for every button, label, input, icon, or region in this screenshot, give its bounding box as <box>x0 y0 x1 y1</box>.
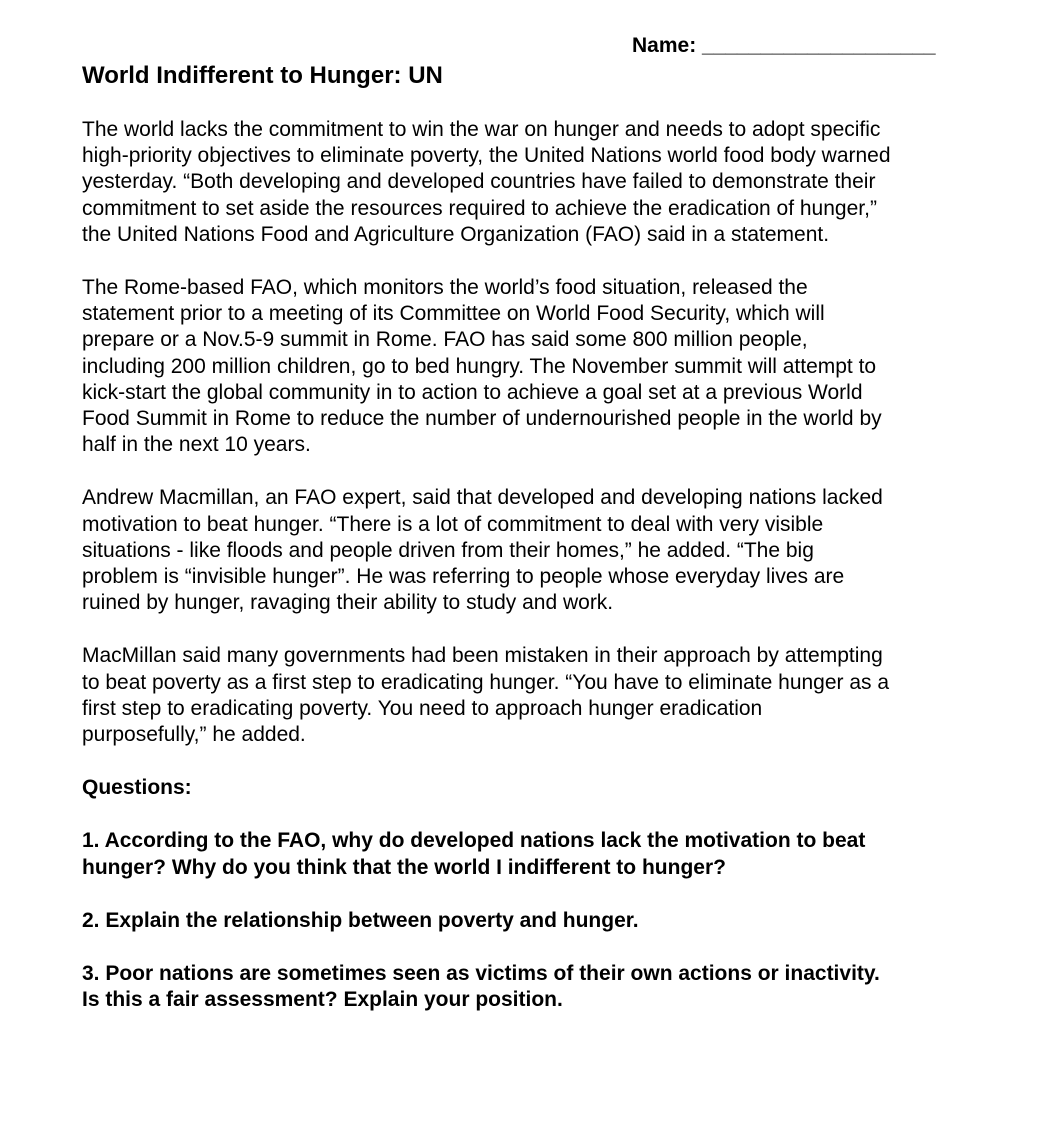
paragraph-line: high-priority objectives to eliminate poverty, the United Nations world food body warned <box>82 144 891 168</box>
question-line: 2. Explain the relationship between poverty and hunger. <box>82 908 639 932</box>
paragraph-line: prepare or a Nov.5-9 summit in Rome. FAO has said some 800 million people, <box>82 328 808 352</box>
question-line: 1. According to the FAO, why do developed nations lack the motivation to beat <box>82 829 866 853</box>
paragraph-line: Food Summit in Rome to reduce the number of undernourished people in the world by <box>82 407 882 431</box>
question-2 <box>82 908 982 934</box>
paragraph-line: MacMillan said many governments had been mistaken in their approach by attempting <box>82 644 883 668</box>
paragraph-3 <box>82 485 982 616</box>
paragraph-1 <box>82 117 982 248</box>
paragraph-line: kick-start the global community in to action to achieve a goal set at a previous World <box>82 380 863 404</box>
question-line: Is this a fair assessment? Explain your position. <box>82 988 563 1012</box>
paragraph-line: The world lacks the commitment to win the war on hunger and needs to adopt specific <box>82 118 881 141</box>
question-1 <box>82 828 982 880</box>
paragraph-2 <box>82 275 982 458</box>
paragraph-4 <box>82 643 982 748</box>
question-line: hunger? Why do you think that the world I indifferent to hunger? <box>82 855 726 879</box>
paragraph-line: yesterday. “Both developing and developed countries have failed to demonstrate their <box>82 170 876 194</box>
question-line: 3. Poor nations are sometimes seen as victims of their own actions or inactivity. <box>82 962 880 986</box>
paragraph-line: problem is “invisible hunger”. He was referring to people whose everyday lives are <box>82 565 845 589</box>
paragraph-line: motivation to beat hunger. “There is a lot of commitment to deal with very visible <box>82 512 824 536</box>
questions-heading: Questions: <box>82 776 192 800</box>
article-body <box>82 117 982 1040</box>
paragraph-line: situations - like floods and people driven from their homes,” he added. “The big <box>82 538 814 562</box>
paragraph-line: statement prior to a meeting of its Committee on World Food Security, which will <box>82 302 825 326</box>
paragraph-line: including 200 million children, go to bed hungry. The November summit will attempt to <box>82 354 877 378</box>
paragraph-line: commitment to set aside the resources required to achieve the eradication of hunger,” <box>82 196 877 220</box>
paragraph-line: the United Nations Food and Agriculture Organization (FAO) said in a statement. <box>82 222 830 246</box>
paragraph-line: half in the next 10 years. <box>82 433 311 457</box>
paragraph-line: purposefully,” he added. <box>82 723 306 747</box>
paragraph-line: The Rome-based FAO, which monitors the world’s food situation, released the <box>82 276 808 300</box>
paragraph-line: ruined by hunger, ravaging their ability to study and work. <box>82 591 614 615</box>
paragraph-line: first step to eradicating poverty. You need to approach hunger eradication <box>82 696 763 720</box>
paragraph-line: Andrew Macmillan, an FAO expert, said that developed and developing nations lacked <box>82 486 883 510</box>
name-field-label: Name: ____________________ <box>632 34 936 57</box>
page-title: World Indifferent to Hunger: UN <box>82 62 443 89</box>
question-3 <box>82 961 982 1013</box>
paragraph-line: to beat poverty as a first step to eradicating hunger. “You have to eliminate hunger as a <box>82 670 890 694</box>
